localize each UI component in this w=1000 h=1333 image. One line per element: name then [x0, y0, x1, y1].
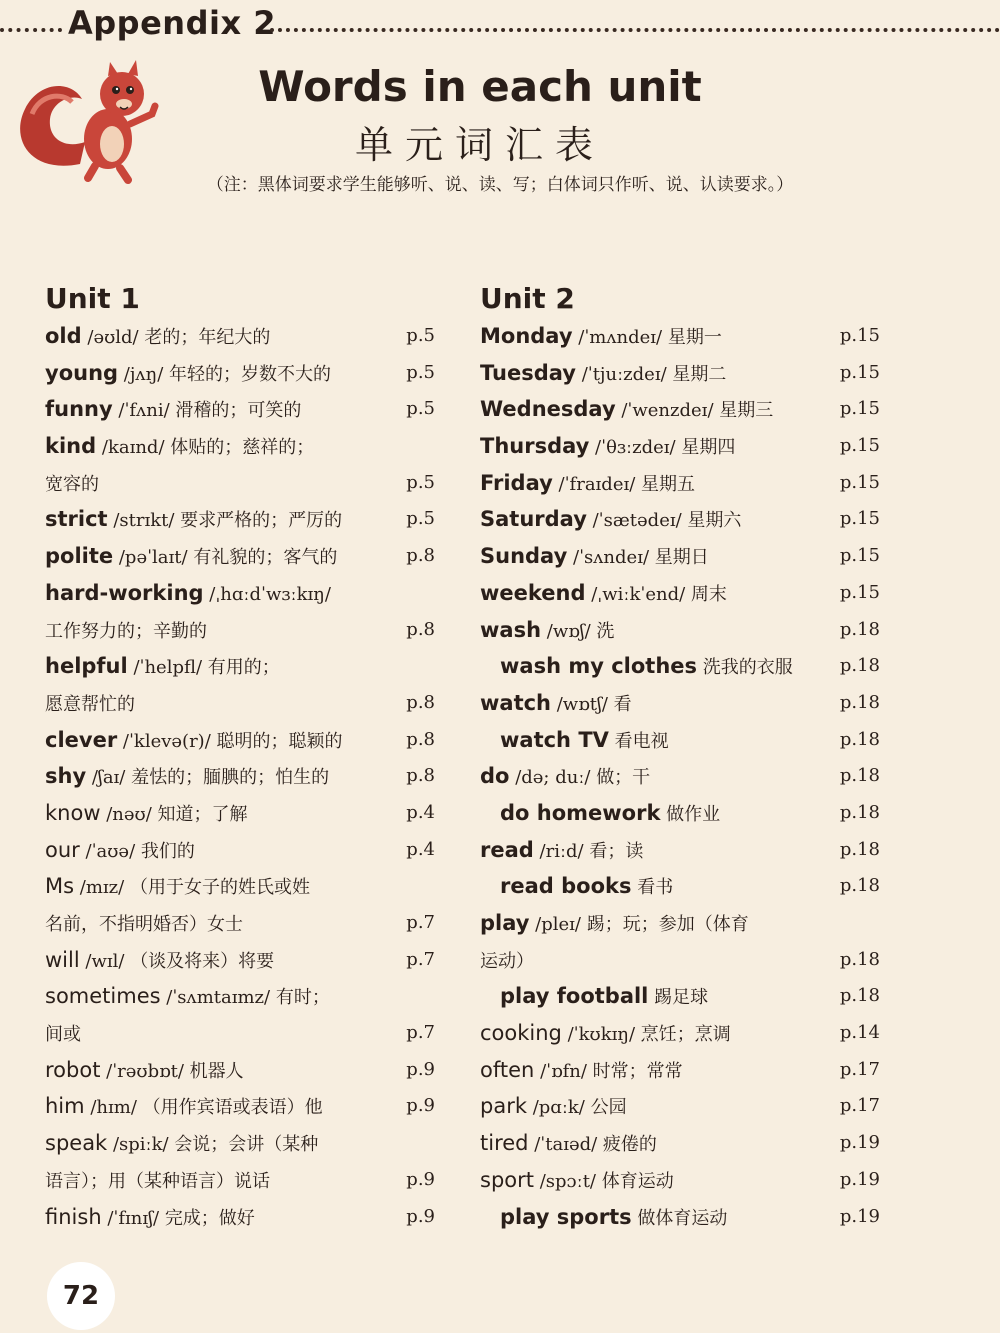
- vocab-meaning: 星期三: [719, 400, 774, 422]
- vocab-meaning: 踢足球: [654, 987, 709, 1009]
- vocab-meaning: 羞怯的；腼腆的；怕生的: [131, 767, 330, 789]
- vocab-row: [480, 538, 880, 575]
- appendix-label: Appendix 2: [68, 4, 276, 42]
- vocab-row: [45, 575, 435, 612]
- vocab-page: p.18: [839, 765, 880, 787]
- vocab-meaning: 滑稽的；可笑的: [175, 400, 302, 422]
- vocab-page: p.19: [839, 1205, 880, 1227]
- vocab-word: Monday: [480, 324, 573, 348]
- unit1-column: [45, 280, 435, 1235]
- vocab-meaning: （谈及将来）将要: [130, 950, 275, 972]
- vocab-row: [45, 538, 435, 575]
- vocab-page: p.8: [406, 728, 435, 750]
- vocab-page: p.5: [406, 398, 435, 420]
- vocab-row: [45, 465, 435, 502]
- vocab-phonetic: /ˌhɑːdˈwɜːkɪŋ/: [203, 583, 331, 605]
- vocab-page: p.15: [839, 508, 880, 530]
- vocab-page: p.15: [839, 545, 880, 567]
- vocab-page: p.18: [839, 728, 880, 750]
- vocab-row: [480, 758, 880, 795]
- header-dots-left: [0, 28, 62, 32]
- vocab-meaning: 做体育运动: [637, 1207, 728, 1229]
- vocab-meaning: 完成；做好: [164, 1207, 255, 1229]
- vocab-meaning: 宽容的: [45, 473, 99, 495]
- vocab-meaning: 有礼貌的；客气的: [193, 547, 338, 569]
- vocab-phonetic: /ˈfɪnɪʃ/: [101, 1207, 165, 1229]
- vocab-phonetic: /wɒtʃ/: [551, 693, 614, 715]
- vocab-meaning: 体贴的；慈祥的；: [170, 437, 315, 459]
- vocab-row: [480, 868, 880, 905]
- vocab-word: sometimes: [45, 984, 161, 1009]
- vocab-word: polite: [45, 544, 114, 569]
- vocab-row: [480, 832, 880, 869]
- vocab-word: strict: [45, 507, 108, 532]
- vocab-meaning: 周末: [690, 583, 727, 605]
- vocab-word: Sunday: [480, 544, 568, 569]
- vocab-row: [480, 391, 880, 428]
- vocab-phonetic: /ˈtaɪəd/: [528, 1134, 603, 1156]
- vocab-meaning: 间或: [45, 1024, 81, 1046]
- vocab-word: play football: [500, 984, 649, 1009]
- vocab-phonetic: /ˈfʌni/: [112, 400, 176, 422]
- vocab-word: Tuesday: [480, 360, 576, 385]
- vocab-word: Thursday: [480, 434, 590, 459]
- vocab-page: p.8: [406, 545, 435, 567]
- vocab-row: [45, 391, 435, 428]
- vocab-phonetic: /ˈkʊkɪŋ/: [561, 1024, 641, 1046]
- vocab-phonetic: /spɔːt/: [534, 1170, 602, 1192]
- vocab-word: sport: [480, 1167, 534, 1192]
- vocab-meaning: 语言）；用（某种语言）说话: [45, 1170, 270, 1192]
- vocab-word: read books: [500, 874, 632, 899]
- vocab-word: often: [480, 1057, 535, 1082]
- vocab-row: [45, 612, 435, 649]
- header-dots-right: [270, 28, 1000, 32]
- vocab-phonetic: /spiːk/: [107, 1134, 175, 1156]
- vocab-meaning: 洗我的衣服: [702, 657, 793, 679]
- vocab-word: read: [480, 837, 534, 862]
- vocab-meaning: 会说；会讲（某种: [174, 1134, 319, 1156]
- vocab-page: p.8: [406, 691, 435, 713]
- vocab-row: [480, 1162, 880, 1199]
- vocab-phonetic: /kaɪnd/: [96, 437, 171, 459]
- vocab-row: [480, 905, 880, 942]
- vocab-meaning: 看；读: [589, 840, 644, 862]
- vocab-word: our: [45, 837, 80, 862]
- vocab-page: p.4: [406, 801, 435, 823]
- vocab-page: p.5: [406, 361, 435, 383]
- page-title: Words in each unit: [258, 62, 702, 111]
- vocab-page: p.19: [839, 1168, 880, 1190]
- vocab-word: play: [480, 911, 530, 935]
- page-title-zh: 单元词汇表: [354, 123, 605, 167]
- vocab-phonetic: /ˈaʊə/: [79, 840, 141, 862]
- unit2-column: [480, 280, 880, 1235]
- vocab-page: p.15: [839, 435, 880, 457]
- vocab-page: p.18: [839, 985, 880, 1007]
- vocab-row: [480, 648, 880, 685]
- vocab-word: old: [45, 324, 82, 348]
- vocab-meaning: （用于女子的姓氏或姓: [129, 877, 310, 899]
- vocab-word: know: [45, 800, 101, 825]
- vocab-meaning: 时常；常常: [592, 1060, 683, 1082]
- vocab-phonetic: /ˈfraɪdeɪ/: [552, 473, 642, 495]
- vocab-page: p.8: [406, 765, 435, 787]
- vocab-row: [480, 942, 880, 979]
- unit1-title: Unit 1: [45, 282, 140, 315]
- vocab-row: [480, 355, 880, 392]
- vocab-word: shy: [45, 764, 87, 789]
- vocab-meaning: 要求严格的；严厉的: [180, 510, 343, 532]
- vocab-word: wash: [480, 617, 542, 642]
- vocab-meaning: 洗: [596, 620, 615, 642]
- vocab-word: hard-working: [45, 580, 204, 605]
- vocab-meaning: 知道；了解: [157, 803, 248, 825]
- vocab-row: [480, 978, 880, 1015]
- vocab-row: [480, 1052, 880, 1089]
- vocab-meaning: 有用的；: [207, 657, 280, 679]
- page-number: 72: [47, 1262, 115, 1330]
- vocab-meaning: 看书: [637, 877, 674, 899]
- vocab-word: cooking: [480, 1021, 562, 1046]
- vocab-phonetic: /ˈrəʊbɒt/: [100, 1060, 190, 1082]
- vocab-row: [45, 1125, 435, 1162]
- vocab-row: [480, 501, 880, 538]
- vocab-page: p.18: [839, 801, 880, 823]
- vocab-meaning: 有时；: [275, 987, 330, 1009]
- vocab-meaning: 聪明的；聪颖的: [216, 730, 343, 752]
- vocab-row: [480, 1125, 880, 1162]
- vocab-word: Friday: [480, 470, 553, 495]
- vocab-page: p.18: [839, 875, 880, 897]
- vocab-word: play sports: [500, 1204, 632, 1229]
- vocab-meaning: 星期二: [672, 363, 727, 385]
- vocab-page: p.9: [406, 1205, 435, 1227]
- vocab-meaning: 我们的: [140, 840, 195, 862]
- vocab-page: p.8: [406, 618, 435, 640]
- vocab-row: [45, 648, 435, 685]
- vocab-page: p.19: [839, 1132, 880, 1154]
- vocab-phonetic: /də; duː/: [509, 767, 597, 789]
- vocab-page: p.18: [839, 618, 880, 640]
- vocab-meaning: 疲倦的: [602, 1134, 657, 1156]
- vocab-row: [45, 795, 435, 832]
- unit1-list: [45, 318, 435, 1235]
- vocab-word: finish: [45, 1204, 102, 1229]
- vocab-meaning: 年轻的；岁数不大的: [168, 363, 331, 385]
- vocab-row: [45, 428, 435, 465]
- vocab-word: will: [45, 947, 80, 972]
- vocab-word: robot: [45, 1057, 101, 1082]
- vocab-row: [45, 868, 435, 905]
- vocab-row: [45, 1088, 435, 1125]
- vocab-page: p.15: [839, 581, 880, 603]
- vocab-phonetic: /ˈsætədeɪ/: [586, 510, 688, 532]
- vocab-meaning: 体育运动: [601, 1170, 674, 1192]
- vocab-phonetic: /ˈsʌmtaɪmz/: [160, 987, 276, 1009]
- vocab-meaning: 星期一: [667, 327, 722, 348]
- vocab-row: [480, 318, 880, 355]
- vocab-page: p.7: [406, 1022, 435, 1044]
- vocab-page: p.14: [839, 1022, 880, 1044]
- vocab-word: do: [480, 764, 510, 789]
- vocab-row: [480, 1015, 880, 1052]
- vocab-row: [45, 1015, 435, 1052]
- vocab-word: kind: [45, 434, 97, 459]
- vocab-meaning: （用作宾语或表语）他: [142, 1097, 323, 1119]
- vocab-row: [45, 685, 435, 722]
- vocab-word: speak: [45, 1131, 108, 1156]
- vocab-row: [45, 318, 435, 355]
- vocab-word: Saturday: [480, 507, 587, 532]
- vocab-page: p.9: [406, 1168, 435, 1190]
- vocab-page: p.18: [839, 691, 880, 713]
- vocab-word: weekend: [480, 580, 586, 605]
- vocab-row: [45, 1052, 435, 1089]
- vocab-page: p.17: [839, 1095, 880, 1117]
- vocab-word: watch TV: [500, 727, 609, 752]
- vocab-row: [480, 612, 880, 649]
- vocab-meaning: 愿意帮忙的: [45, 693, 135, 715]
- vocab-phonetic: /jʌŋ/: [118, 363, 169, 385]
- vocab-page: p.7: [406, 912, 435, 933]
- vocab-row: [480, 722, 880, 759]
- vocab-meaning: 做；干: [596, 767, 651, 789]
- vocab-phonetic: /ˈtjuːzdeɪ/: [575, 363, 673, 385]
- vocab-row: [45, 722, 435, 759]
- vocab-meaning: 看电视: [614, 730, 669, 752]
- vocab-page: p.15: [839, 361, 880, 383]
- vocab-row: [480, 795, 880, 832]
- vocab-word: tired: [480, 1131, 529, 1156]
- vocab-phonetic: /ˌwiːkˈend/: [585, 583, 691, 605]
- vocab-word: clever: [45, 727, 118, 752]
- vocab-phonetic: /nəʊ/: [100, 803, 158, 825]
- vocab-phonetic: /ˈhelpfl/: [127, 657, 208, 679]
- vocab-phonetic: /ˈmʌndeɪ/: [572, 327, 668, 348]
- vocab-meaning: 工作努力的；辛勤的: [45, 620, 207, 642]
- vocab-page: p.15: [839, 325, 880, 346]
- vocab-phonetic: /ˈθɜːzdeɪ/: [589, 437, 682, 459]
- vocab-phonetic: /əʊld/: [81, 327, 145, 348]
- vocab-meaning: 机器人: [189, 1060, 244, 1082]
- vocab-row: [45, 355, 435, 392]
- vocab-page: p.4: [406, 838, 435, 860]
- vocab-row: [45, 1199, 435, 1236]
- vocab-phonetic: /mɪz/: [74, 877, 130, 899]
- vocab-row: [45, 832, 435, 869]
- unit2-list: [480, 318, 880, 1235]
- vocab-meaning: 星期五: [641, 473, 696, 495]
- vocab-page: p.18: [839, 948, 880, 970]
- vocab-meaning: 公园: [590, 1097, 627, 1119]
- vocab-phonetic: /wɒʃ/: [541, 620, 597, 642]
- vocab-row: [480, 1199, 880, 1236]
- vocab-phonetic: /ˈklevə(r)/: [117, 730, 217, 752]
- vocab-row: [45, 1162, 435, 1199]
- vocab-phonetic: /strɪkt/: [107, 510, 181, 532]
- vocab-phonetic: /ˈsʌndeɪ/: [567, 547, 655, 569]
- vocab-phonetic: /hɪm/: [84, 1097, 143, 1119]
- vocab-page: p.9: [406, 1095, 435, 1117]
- vocab-row: [45, 905, 435, 942]
- vocab-word: park: [480, 1094, 527, 1119]
- vocab-meaning: 看: [613, 693, 632, 715]
- vocab-word: him: [45, 1094, 85, 1119]
- vocab-row: [480, 1088, 880, 1125]
- vocab-word: helpful: [45, 654, 128, 679]
- vocab-row: [45, 758, 435, 795]
- vocab-row: [45, 942, 435, 979]
- vocab-word: do homework: [500, 800, 661, 825]
- vocab-meaning: 踢；玩；参加（体育: [586, 914, 749, 935]
- vocab-page: p.18: [839, 838, 880, 860]
- vocab-meaning: 星期六: [687, 510, 742, 532]
- vocab-page: p.5: [406, 508, 435, 530]
- vocab-word: funny: [45, 397, 113, 422]
- vocab-row: [45, 978, 435, 1015]
- vocab-phonetic: /wɪl/: [79, 950, 131, 972]
- vocab-meaning: 名前，不指明婚否）女士: [45, 914, 243, 935]
- vocab-phonetic: /ˈwenzdeɪ/: [615, 400, 720, 422]
- vocab-page: p.5: [406, 325, 435, 346]
- vocab-phonetic: /riːd/: [533, 840, 590, 862]
- vocab-phonetic: /pəˈlaɪt/: [113, 547, 194, 569]
- vocab-word: watch: [480, 690, 552, 715]
- vocab-page: p.5: [406, 471, 435, 493]
- vocab-meaning: 星期四: [681, 437, 736, 459]
- vocab-row: [480, 428, 880, 465]
- vocab-page: p.15: [839, 471, 880, 493]
- vocab-meaning: 星期日: [654, 547, 709, 569]
- vocab-row: [480, 575, 880, 612]
- vocab-row: [480, 465, 880, 502]
- vocab-page: p.18: [839, 655, 880, 677]
- note: （注：黑体词要求学生能够听、说、读、写；白体词只作听、说、认读要求。）: [206, 175, 794, 195]
- vocab-meaning: 做作业: [666, 803, 721, 825]
- vocab-word: wash my clothes: [500, 654, 698, 679]
- vocab-row: [480, 685, 880, 722]
- vocab-row: [45, 501, 435, 538]
- vocab-meaning: 运动）: [480, 950, 534, 972]
- vocab-page: p.15: [839, 398, 880, 420]
- vocab-meaning: 老的；年纪大的: [144, 327, 271, 348]
- vocab-phonetic: /pleɪ/: [529, 914, 587, 935]
- vocab-phonetic: /ˈɒfn/: [534, 1060, 593, 1082]
- vocab-page: p.7: [406, 948, 435, 970]
- vocab-page: p.17: [839, 1058, 880, 1080]
- vocab-word: Wednesday: [480, 397, 616, 422]
- vocab-meaning: 烹饪；烹调: [640, 1024, 731, 1046]
- vocab-phonetic: /pɑːk/: [527, 1097, 591, 1119]
- vocab-page: p.9: [406, 1058, 435, 1080]
- unit2-title: Unit 2: [480, 282, 575, 315]
- vocab-word: young: [45, 360, 119, 385]
- vocab-word: Ms: [45, 874, 75, 899]
- vocab-phonetic: /ʃaɪ/: [86, 767, 132, 789]
